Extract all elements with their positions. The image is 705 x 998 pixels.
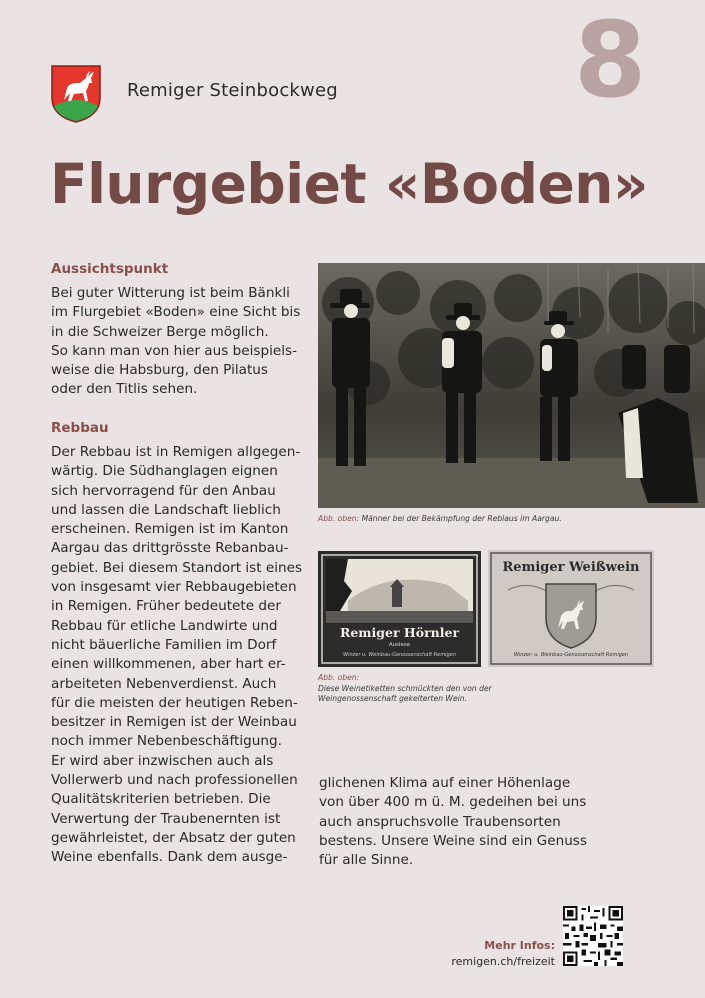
weisswein-title: Remiger Weißwein bbox=[502, 560, 640, 575]
more-info-link[interactable]: remigen.ch/freizeit bbox=[451, 955, 555, 968]
section-heading-aussichtspunkt: Aussichtspunkt bbox=[51, 261, 169, 277]
wine-label-weisswein bbox=[488, 550, 654, 667]
hoernler-title: Remiger Hörnler bbox=[339, 625, 460, 640]
hoernler-footer: Winzer u. Weinbau-Genossenschaft Remigen bbox=[343, 652, 456, 658]
station-number: 8 bbox=[574, 0, 647, 121]
wine-label-hoernler bbox=[318, 551, 481, 667]
weisswein-footer: Winzer- u. Weinbau-Genossenschaft Remigen bbox=[513, 652, 629, 658]
trail-name: Remiger Steinbockweg bbox=[127, 80, 338, 101]
section-text-rebbau-continued: glichenen Klima auf einer Höhenlage von über 400 m ü. M. gedeihen bei uns auch anspruchsvolle Traubensorten bestens. Unsere Weine sind ein Genuss für alle Sinne. bbox=[319, 775, 587, 869]
caption-label: Abb. oben: bbox=[318, 673, 360, 682]
vineyard-workers-illustration bbox=[318, 263, 705, 508]
qr-code-icon[interactable] bbox=[563, 906, 623, 966]
historic-vineyard-photo bbox=[318, 263, 705, 508]
section-heading-rebbau: Rebbau bbox=[51, 420, 109, 436]
photo-caption bbox=[318, 514, 562, 523]
steinbock-crest-icon bbox=[50, 64, 102, 124]
section-text-rebbau: Der Rebbau ist in Remigen allgegen- wärtig. Die Südhanglagen eignen sich hervorragend für den Anbau und lassen die Landschaft lieblich erscheinen. Remigen ist im Kanton Aargau das drittgrösste Rebanbau- gebiet. Bei diesem Standort ist eines von insgesamt vier Rebbaugebieten in Remigen. Früher bedeutete der Rebbau für etliche Landwirte und nicht bäuerliche Familien im Dorf einen willkommenen, aber hart er- arbeiteten Nebenverdienst. Auch für die meisten der heutigen Reben- besitzer in Remigen ist der Weinbau noch immer Nebenbeschäftigung. Er wird aber inzwischen auch als Vollerwerb und nach professionellen Qualitätskriterien betrieben. Die Verwertung der Traubenernten ist gewährleistet, der Absatz der guten Weine ebenfalls. Dank dem ausge- bbox=[51, 444, 303, 866]
caption-label: Abb. oben: bbox=[318, 514, 360, 523]
page-title: Flurgebiet «Boden» bbox=[50, 152, 648, 216]
hoernler-subtitle: Auslese bbox=[388, 642, 411, 648]
section-text-aussichtspunkt: Bei guter Witterung ist beim Bänkli im Flurgebiet «Boden» eine Sicht bis in die Schweizer Berge möglich. So kann man von hier aus beispiels- weise die Habsburg, den Pilatus oder den Titlis sehen. bbox=[51, 285, 301, 398]
more-info-label: Mehr Infos: bbox=[484, 939, 555, 952]
caption-text: Männer bei der Bekämpfung der Reblaus im Aargau. bbox=[359, 514, 562, 523]
hoernler-landscape-illustration bbox=[318, 551, 481, 667]
wine-labels-caption bbox=[318, 673, 492, 705]
caption-text: Diese Weinetiketten schmückten den von der Weingenossenschaft gekelterten Wein. bbox=[318, 683, 492, 703]
